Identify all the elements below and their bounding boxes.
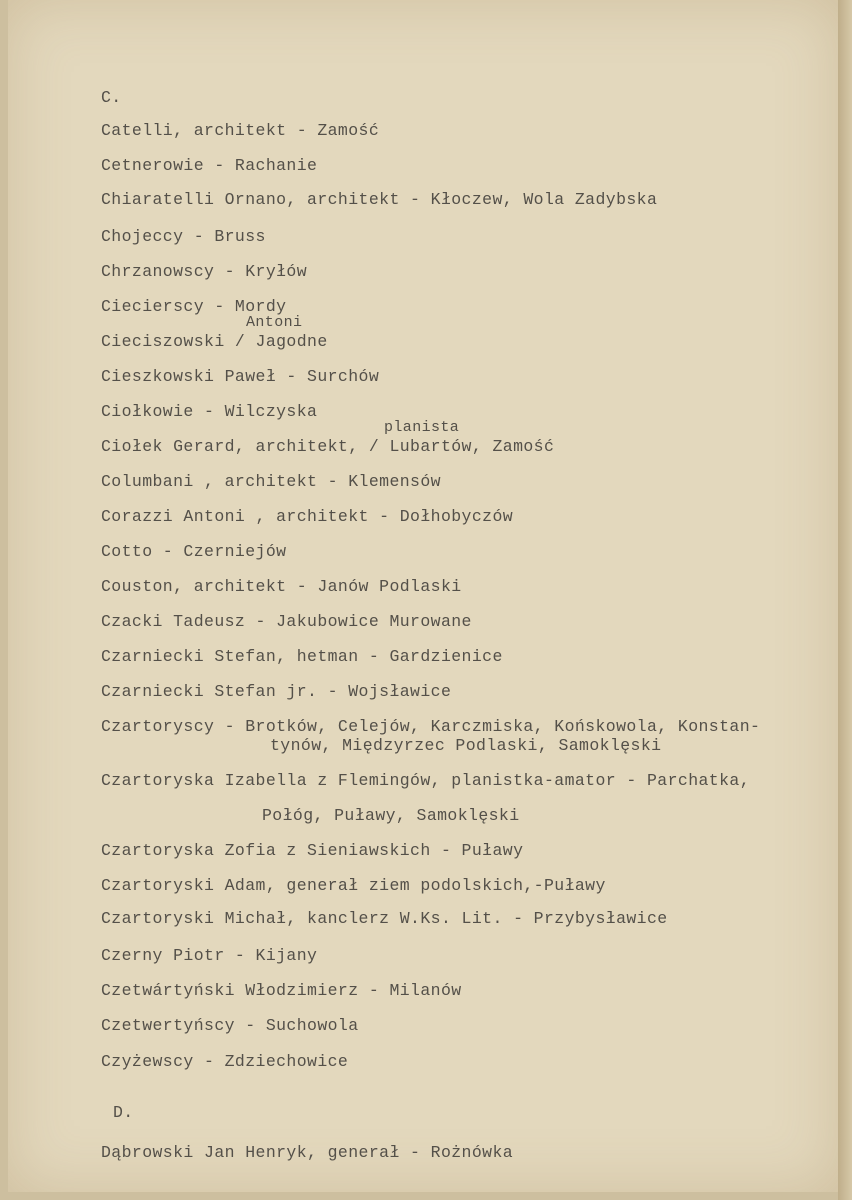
entry: Czacki Tadeusz - Jakubowice Murowane xyxy=(101,612,472,631)
entry: Czerny Piotr - Kijany xyxy=(101,946,318,965)
entry: Dąbrowski Jan Henryk, generał - Rożnówka xyxy=(101,1143,514,1162)
entry: Corazzi Antoni , architekt - Dołhobyczów xyxy=(101,507,514,526)
entry: Czartoryski Michał, kanclerz W.Ks. Lit. - Przybysławice xyxy=(101,909,668,928)
entry: Czarniecki Stefan, hetman - Gardzienice xyxy=(101,647,503,666)
entry: Ciołkowie - Wilczyska xyxy=(101,402,318,421)
entry: Chrzanowscy - Kryłów xyxy=(101,262,308,281)
page-edge xyxy=(838,0,852,1200)
entry: Czetwártyński Włodzimierz - Milanów xyxy=(101,981,462,1000)
entry: Ciołek Gerard, architekt, / Lubartów, Zamość xyxy=(101,437,555,456)
section-letter-c: C. xyxy=(101,88,122,107)
entry: Czartoryski Adam, generał ziem podolskich,-Puławy xyxy=(101,876,606,895)
entry: Czartoryska Zofia z Sieniawskich - Puławy xyxy=(101,841,524,860)
entry: Chojeccy - Bruss xyxy=(101,227,266,246)
entry: Cetnerowie - Rachanie xyxy=(101,156,318,175)
entry: Czartoryska Izabella z Flemingów, planistka-amator - Parchatka, xyxy=(101,771,751,790)
entry: Czyżewscy - Zdziechowice xyxy=(101,1052,349,1071)
interlinear-note: Antoni xyxy=(246,314,303,331)
entry-continuation: tynów, Międzyrzec Podlaski, Samoklęski xyxy=(270,736,662,755)
entry: Cotto - Czerniejów xyxy=(101,542,287,561)
interlinear-note: planista xyxy=(384,419,460,436)
entry: Czetwertyńscy - Suchowola xyxy=(101,1016,359,1035)
document-page xyxy=(8,0,838,1192)
entry: Cieciszowski / Jagodne xyxy=(101,332,328,351)
entry: Ciecierscy - Mordy xyxy=(101,297,287,316)
entry: Czartoryscy - Brotków, Celejów, Karczmiska, Końskowola, Konstan- xyxy=(101,717,761,736)
entry: Couston, architekt - Janów Podlaski xyxy=(101,577,462,596)
entry: Columbani , architekt - Klemensów xyxy=(101,472,441,491)
entry: Czarniecki Stefan jr. - Wojsławice xyxy=(101,682,452,701)
section-letter-d: D. xyxy=(113,1103,134,1122)
entry-continuation: Połóg, Puławy, Samoklęski xyxy=(262,806,520,825)
entry: Chiaratelli Ornano, architekt - Kłoczew, Wola Zadybska xyxy=(101,190,658,209)
entry: Catelli, architekt - Zamość xyxy=(101,121,380,140)
entry: Cieszkowski Paweł - Surchów xyxy=(101,367,380,386)
